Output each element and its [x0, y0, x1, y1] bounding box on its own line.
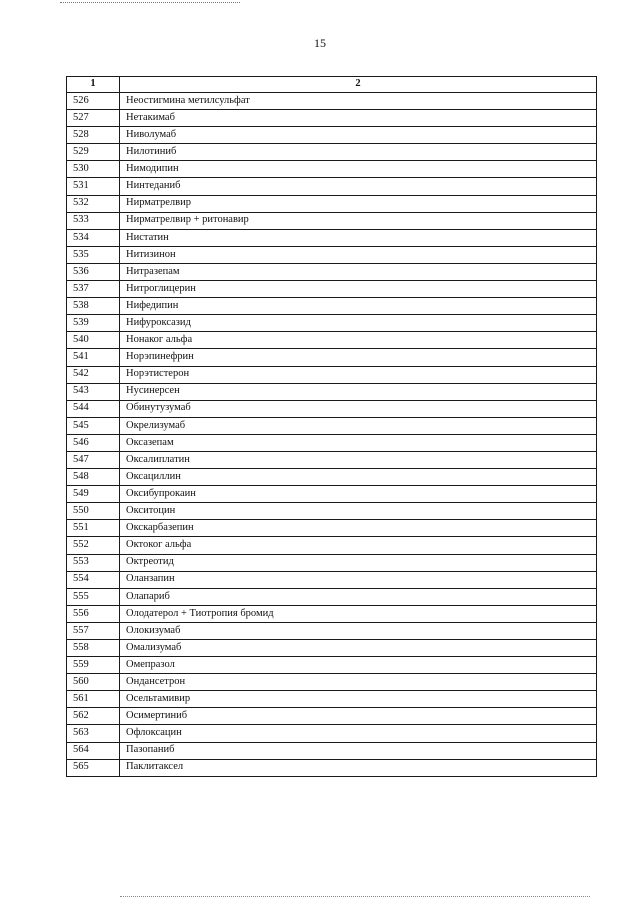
table-row — [67, 144, 597, 161]
table-row — [67, 588, 597, 605]
row-number-cell: 534 — [67, 229, 120, 246]
row-number-cell: 550 — [67, 503, 120, 520]
drug-name-cell: Осимертиниб — [120, 708, 597, 725]
drug-name-cell: Олокизумаб — [120, 622, 597, 639]
row-number-cell: 529 — [67, 144, 120, 161]
row-number-cell: 558 — [67, 640, 120, 657]
row-number-cell: 545 — [67, 417, 120, 434]
top-scan-rule — [60, 2, 240, 3]
row-number-cell: 536 — [67, 263, 120, 280]
row-number-cell: 561 — [67, 691, 120, 708]
row-number-cell: 565 — [67, 759, 120, 776]
drug-name-cell: Оланзапин — [120, 571, 597, 588]
row-number-cell: 553 — [67, 554, 120, 571]
table-row — [67, 725, 597, 742]
table-row — [67, 400, 597, 417]
drug-name-cell: Ондансетрон — [120, 674, 597, 691]
row-number-cell: 526 — [67, 93, 120, 110]
drug-name-cell: Октреотид — [120, 554, 597, 571]
table-row — [67, 281, 597, 298]
row-number-cell: 556 — [67, 605, 120, 622]
table-row — [67, 708, 597, 725]
drug-name-cell: Оксазепам — [120, 434, 597, 451]
row-number-cell: 535 — [67, 246, 120, 263]
table-row — [67, 605, 597, 622]
drug-name-cell: Нифедипин — [120, 298, 597, 315]
row-number-cell: 559 — [67, 657, 120, 674]
row-number-cell: 540 — [67, 332, 120, 349]
drug-name-cell: Нитизинон — [120, 246, 597, 263]
table-row — [67, 212, 597, 229]
table-row — [67, 178, 597, 195]
drug-name-cell: Олапариб — [120, 588, 597, 605]
drug-name-cell: Нилотиниб — [120, 144, 597, 161]
table-row — [67, 127, 597, 144]
row-number-cell: 551 — [67, 520, 120, 537]
row-number-cell: 548 — [67, 469, 120, 486]
table-row — [67, 229, 597, 246]
row-number-cell: 563 — [67, 725, 120, 742]
row-number-cell: 528 — [67, 127, 120, 144]
row-number-cell: 544 — [67, 400, 120, 417]
table-row — [67, 332, 597, 349]
row-number-cell: 547 — [67, 451, 120, 468]
row-number-cell: 541 — [67, 349, 120, 366]
row-number-cell: 527 — [67, 110, 120, 127]
drug-name-cell: Окскарбазепин — [120, 520, 597, 537]
row-number-cell: 538 — [67, 298, 120, 315]
row-number-cell: 533 — [67, 212, 120, 229]
row-number-cell: 542 — [67, 366, 120, 383]
table-row — [67, 691, 597, 708]
drug-name-cell: Омализумаб — [120, 640, 597, 657]
table-row — [67, 315, 597, 332]
row-number-cell: 562 — [67, 708, 120, 725]
table-row — [67, 298, 597, 315]
row-number-cell: 531 — [67, 178, 120, 195]
drug-name-cell: Октоког альфа — [120, 537, 597, 554]
drug-name-cell: Нитроглицерин — [120, 281, 597, 298]
drug-name-cell: Паклитаксел — [120, 759, 597, 776]
table-row — [67, 417, 597, 434]
table-row — [67, 742, 597, 759]
drug-name-cell: Окрелизумаб — [120, 417, 597, 434]
table-row — [67, 434, 597, 451]
drug-name-cell: Норэтистерон — [120, 366, 597, 383]
table-row — [67, 520, 597, 537]
page-number: 15 — [314, 36, 326, 50]
table-row — [67, 674, 597, 691]
drug-name-cell: Нинтеданиб — [120, 178, 597, 195]
row-number-cell: 543 — [67, 383, 120, 400]
table-row — [67, 640, 597, 657]
table-row — [67, 469, 597, 486]
table-body — [67, 93, 597, 777]
row-number-cell: 549 — [67, 486, 120, 503]
table-row — [67, 366, 597, 383]
drug-name-cell: Нимодипин — [120, 161, 597, 178]
drug-name-cell: Ниволумаб — [120, 127, 597, 144]
drug-name-cell: Норэпинефрин — [120, 349, 597, 366]
row-number-cell: 537 — [67, 281, 120, 298]
row-number-cell: 530 — [67, 161, 120, 178]
drug-name-cell: Нетакимаб — [120, 110, 597, 127]
table-row — [67, 349, 597, 366]
table-row — [67, 657, 597, 674]
column-header-number: 1 — [67, 77, 120, 93]
table-row — [67, 537, 597, 554]
table-row — [67, 486, 597, 503]
drug-name-cell: Олодатерол + Тиотропия бромид — [120, 605, 597, 622]
table-row — [67, 383, 597, 400]
row-number-cell: 546 — [67, 434, 120, 451]
drug-name-cell: Нирматрелвир + ритонавир — [120, 212, 597, 229]
column-header-name: 2 — [120, 77, 597, 93]
row-number-cell: 554 — [67, 571, 120, 588]
table-row — [67, 93, 597, 110]
table-row — [67, 195, 597, 212]
row-number-cell: 539 — [67, 315, 120, 332]
table-row — [67, 571, 597, 588]
row-number-cell: 532 — [67, 195, 120, 212]
row-number-cell: 552 — [67, 537, 120, 554]
table-row — [67, 451, 597, 468]
drug-name-cell: Оксалиплатин — [120, 451, 597, 468]
table-header-row — [67, 77, 597, 93]
table-row — [67, 110, 597, 127]
table-row — [67, 554, 597, 571]
drug-name-cell: Неостигмина метилсульфат — [120, 93, 597, 110]
bottom-scan-rule — [120, 896, 590, 897]
drug-name-cell: Пазопаниб — [120, 742, 597, 759]
drug-name-cell: Нусинерсен — [120, 383, 597, 400]
table-row — [67, 246, 597, 263]
drug-name-cell: Обинутузумаб — [120, 400, 597, 417]
table-row — [67, 161, 597, 178]
table-row — [67, 622, 597, 639]
drug-name-cell: Офлоксацин — [120, 725, 597, 742]
drug-name-cell: Оксациллин — [120, 469, 597, 486]
drug-name-cell: Нитразепам — [120, 263, 597, 280]
table-row — [67, 263, 597, 280]
row-number-cell: 557 — [67, 622, 120, 639]
table-row — [67, 759, 597, 776]
drug-name-cell: Осельтамивир — [120, 691, 597, 708]
table-row — [67, 503, 597, 520]
drug-name-cell: Омепразол — [120, 657, 597, 674]
drug-name-cell: Нифуроксазид — [120, 315, 597, 332]
row-number-cell: 560 — [67, 674, 120, 691]
drug-name-cell: Нистатин — [120, 229, 597, 246]
row-number-cell: 555 — [67, 588, 120, 605]
drug-name-cell: Нирматрелвир — [120, 195, 597, 212]
drug-name-cell: Окситоцин — [120, 503, 597, 520]
drug-name-cell: Нонаког альфа — [120, 332, 597, 349]
row-number-cell: 564 — [67, 742, 120, 759]
drug-list-table — [66, 76, 597, 777]
drug-name-cell: Оксибупрокаин — [120, 486, 597, 503]
